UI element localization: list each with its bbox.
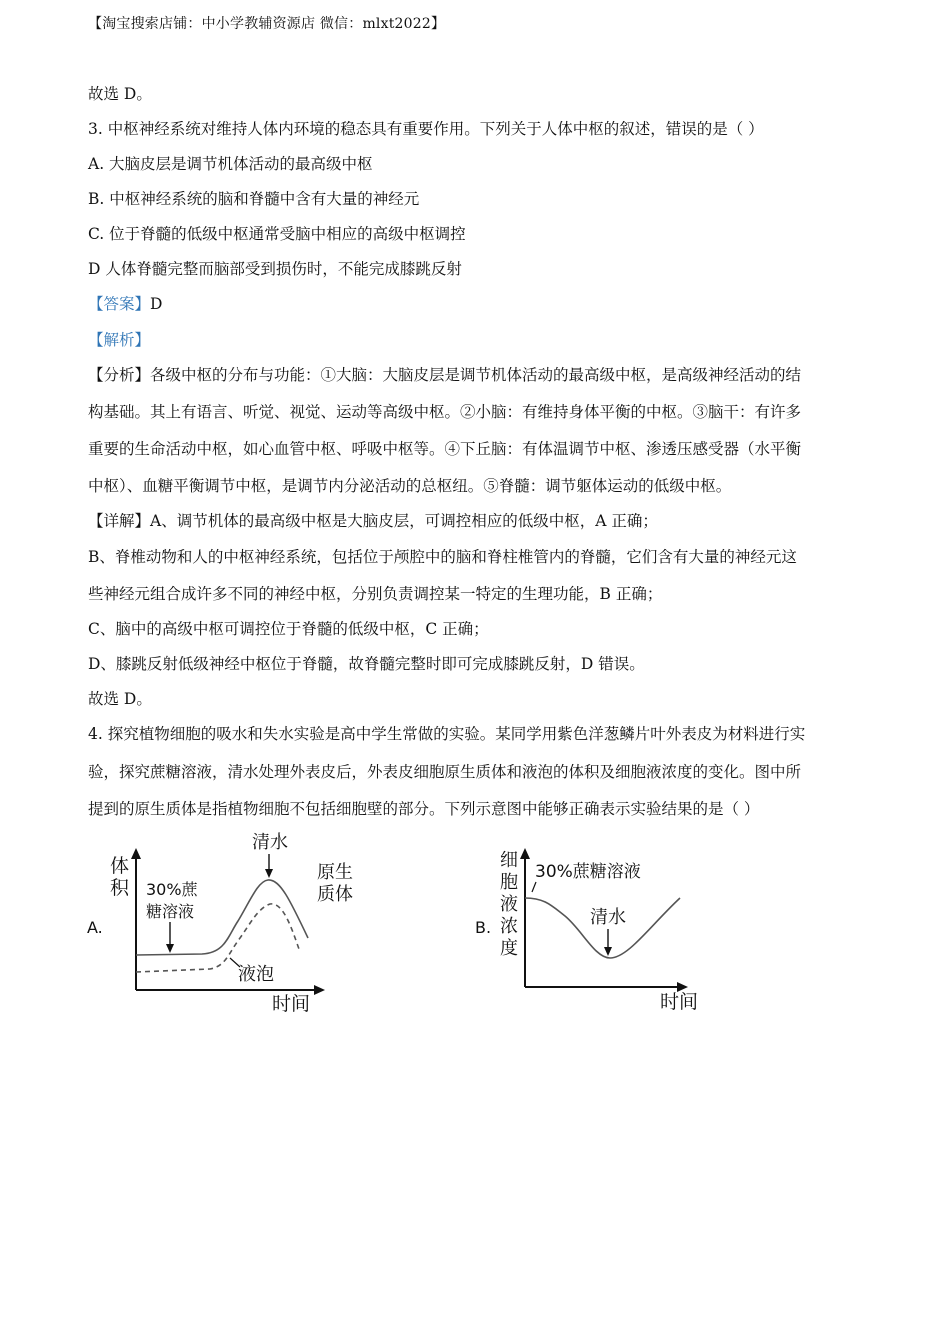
water-label: 清水 — [252, 832, 288, 853]
analysis-line: 中枢）、血糖平衡调节中枢，是调节内分泌活动的总枢纽。⑤脊髓：调节躯体运动的低级中枢。 — [88, 477, 732, 495]
figure-a-xlabel: 时间 — [272, 993, 311, 1015]
sucrose-pointer — [532, 882, 536, 892]
question-4-stem: 验，探究蔗糖溶液，清水处理外表皮后，外表皮细胞原生质体和液泡的体积及细胞液浓度的变化。图中所 — [88, 763, 802, 781]
figure-b-ylabel: 度 — [500, 938, 518, 959]
option-a: A. 大脑皮层是调节机体活动的最高级中枢 — [88, 155, 373, 173]
y-axis-arrow — [131, 848, 141, 859]
detail-tag: 【详解】 — [88, 512, 151, 530]
detail-line: C、脑中的高级中枢可调控位于脊髓的低级中枢，C 正确； — [88, 620, 489, 638]
conclusion-line: 故选 D。 — [88, 690, 152, 708]
water-label: 清水 — [590, 907, 626, 928]
protoplast-label: 质体 — [317, 884, 353, 905]
answer-label: 【答案】 — [88, 295, 151, 313]
x-axis-arrow — [314, 985, 325, 995]
figure-b-ylabel: 胞 — [500, 872, 518, 893]
analysis-label: 【解析】 — [88, 331, 151, 349]
detail-line: B、脊椎动物和人的中枢神经系统，包括位于颅腔中的脑和脊柱椎管内的脊髓，它们含有大量的神经元这 — [88, 548, 797, 566]
analysis-line: 【分析】各级中枢的分布与功能：①大脑：大脑皮层是调节机体活动的最高级中枢，是高级神经活动的结 — [88, 366, 802, 384]
figure-a — [80, 826, 380, 1021]
figure-b-xlabel: 时间 — [660, 991, 699, 1013]
detail-line: D、膝跳反射低级神经中枢位于脊髓，故脊髓完整时即可完成膝跳反射，D 错误。 — [88, 655, 645, 673]
question-4-stem: 提到的原生质体是指植物细胞不包括细胞壁的部分。下列示意图中能够正确表示实验结果的是（ ） — [88, 800, 760, 818]
figure-b — [470, 826, 710, 1021]
figure-b-ylabel: 细 — [500, 850, 518, 871]
sucrose-label: 30%蔗 — [146, 880, 198, 899]
option-b: B. 中枢神经系统的脑和脊髓中含有大量的神经元 — [88, 190, 420, 208]
sucrose-arrow-head — [166, 944, 174, 953]
water-arrow-head — [265, 869, 273, 878]
answer-line — [88, 292, 162, 314]
option-c: C. 位于脊髓的低级中枢通常受脑中相应的高级中枢调控 — [88, 225, 466, 243]
figure-b-ylabel: 液 — [500, 894, 518, 915]
analysis-line: 构基础。其上有语言、听觉、视觉、运动等高级中枢。②小脑：有维持身体平衡的中枢。③脑干：有许多 — [88, 403, 802, 421]
y-axis-arrow — [520, 848, 530, 859]
analysis-line: 重要的生命活动中枢，如心血管中枢、呼吸中枢等。④下丘脑：有体温调节中枢、渗透压感受器（水平衡 — [88, 440, 802, 458]
answer-value: D — [150, 295, 163, 313]
vacuole-label: 液泡 — [238, 964, 274, 985]
figure-a-ylabel: 体 — [110, 855, 130, 877]
figure-b-option-label: B. — [475, 918, 492, 937]
page-header: 【淘宝搜索店铺：中小学教辅资源店 微信：mlxt2022】 — [88, 16, 446, 32]
sucrose-label: 30%蔗糖溶液 — [535, 862, 641, 882]
figure-a-ylabel: 积 — [110, 877, 130, 899]
water-arrow-head — [604, 947, 612, 956]
figure-a-option-label: A. — [87, 918, 103, 937]
detail-line: 些神经元组合成许多不同的神经中枢，分别负责调控某一特定的生理功能，B 正确； — [88, 585, 663, 603]
protoplast-label: 原生 — [317, 862, 353, 883]
question-3-stem: 3. 中枢神经系统对维持人体内环境的稳态具有重要作用。下列关于人体中枢的叙述，错误的是（ ） — [88, 120, 764, 138]
option-d: D 人体脊髓完整而脑部受到损伤时，不能完成膝跳反射 — [88, 260, 462, 278]
figure-b-ylabel: 浓 — [500, 916, 518, 937]
sucrose-label: 糖溶液 — [146, 902, 195, 921]
analysis-tag: 【分析】 — [88, 366, 151, 384]
detail-line: 【详解】A、调节机体的最高级中枢是大脑皮层，可调控相应的低级中枢，A 正确； — [88, 512, 658, 530]
prev-conclusion: 故选 D。 — [88, 85, 152, 103]
question-4-stem: 4. 探究植物细胞的吸水和失水实验是高中学生常做的实验。某同学用紫色洋葱鳞片叶外表皮为材料进行实 — [88, 725, 806, 743]
